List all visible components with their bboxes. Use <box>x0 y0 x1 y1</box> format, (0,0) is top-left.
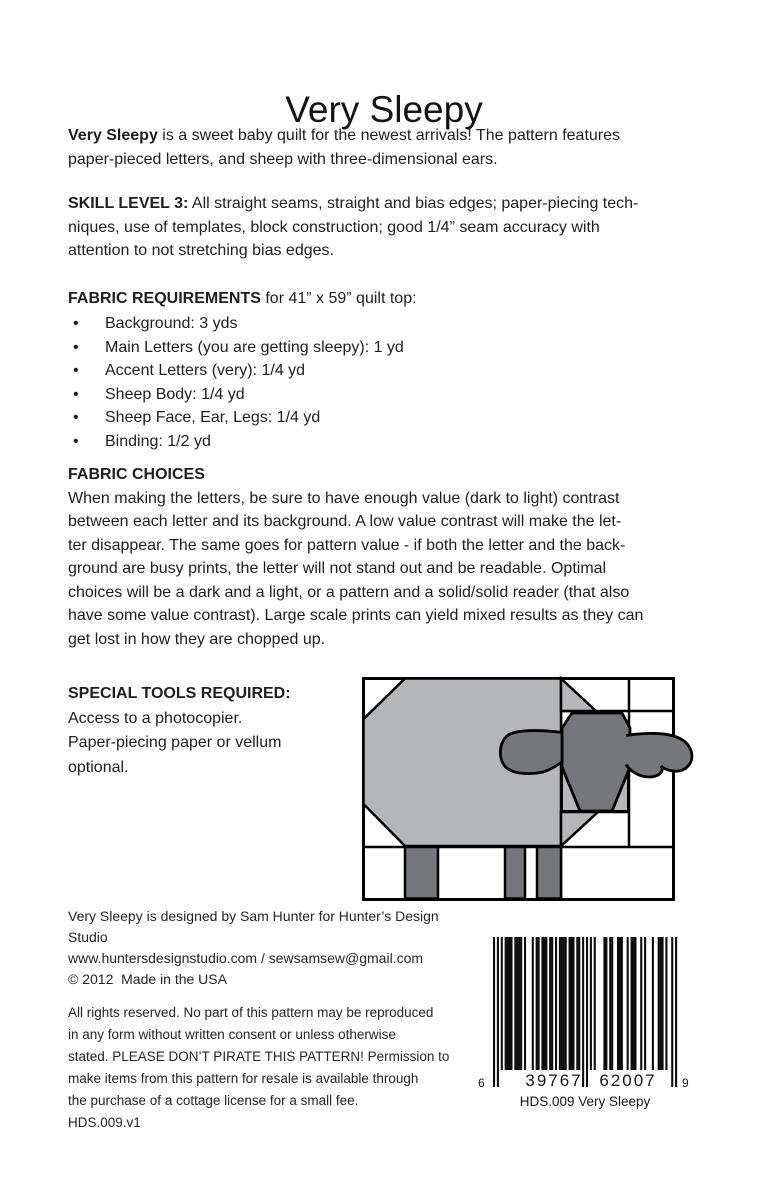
bullet-text: Sheep Body: 1/4 yd <box>105 385 245 403</box>
barcode-bar <box>611 937 613 1070</box>
text-line: © 2012 Made in the USA <box>68 971 227 987</box>
barcode-bar <box>501 937 503 1070</box>
text-line: FABRIC REQUIREMENTS for 41” x 59” quilt top: <box>68 290 417 307</box>
barcode-bar <box>518 937 520 1070</box>
barcode-bar <box>510 937 512 1070</box>
barcode-bar <box>565 937 567 1070</box>
barcode-bar <box>617 937 619 1070</box>
barcode-bar <box>505 937 507 1070</box>
legal-paragraph <box>68 1002 449 1134</box>
barcode-bar <box>590 937 592 1070</box>
barcode-bar <box>619 937 621 1070</box>
sheep-leg-back <box>405 847 438 899</box>
barcode-bar <box>632 937 634 1070</box>
fabric-requirements-heading <box>68 287 417 311</box>
barcode-bar <box>665 937 667 1070</box>
fabric-choices-paragraph <box>68 463 643 651</box>
intro-paragraph <box>68 124 620 171</box>
text-line: SPECIAL TOOLS REQUIRED: <box>68 685 291 702</box>
barcode-bar <box>493 937 495 1087</box>
barcode-bar <box>652 937 654 1070</box>
barcode-bar <box>559 937 561 1070</box>
bullet-item <box>68 336 404 360</box>
barcode-bar <box>634 937 636 1070</box>
barcode-bar <box>675 937 677 1087</box>
text-line: Very Sleepy is designed by Sam Hunter for Hunter’s Design <box>68 908 439 924</box>
barcode-bar <box>549 937 551 1070</box>
barcode-bar <box>508 937 510 1070</box>
barcode-bar <box>605 937 607 1070</box>
text-line: the purchase of a cottage license for a small fee. <box>68 1093 359 1108</box>
sheep-ear-right <box>626 733 692 777</box>
sheep-ear-left <box>500 731 562 774</box>
barcode-bar <box>516 937 518 1070</box>
barcode-bar <box>536 937 538 1070</box>
barcode-label: HDS.009 Very Sleepy <box>519 1094 651 1109</box>
bullet-text: Main Letters (you are getting sleepy): 1 yd <box>105 338 404 356</box>
bullet-icon: • <box>73 385 79 403</box>
text-line: Very Sleepy is a sweet baby quilt for the newest arrivals! The pattern features <box>68 127 621 144</box>
text-line: Access to a photocopier. <box>68 709 243 727</box>
barcode-bar <box>545 937 547 1070</box>
barcode-bar <box>627 937 629 1070</box>
bullet-item <box>68 406 404 430</box>
barcode-bar <box>644 937 646 1070</box>
text-line: have some value contrast). Large scale prints can yield mixed results as they can <box>68 607 644 624</box>
barcode-group2: 62007 <box>599 1071 657 1090</box>
bullet-text: Sheep Face, Ear, Legs: 1/4 yd <box>105 409 321 427</box>
barcode-bar <box>532 937 534 1070</box>
barcode-bar <box>497 937 499 1087</box>
barcode-bar <box>555 937 557 1070</box>
text-line: between each letter and its background. A low value contrast will make the let- <box>68 513 622 530</box>
barcode-bar <box>631 937 633 1070</box>
bullet-text: Binding: 1/2 yd <box>105 432 211 450</box>
text-line: Studio <box>68 929 108 945</box>
barcode-bar <box>563 937 565 1070</box>
credits-paragraph <box>68 906 439 990</box>
text-line: attention to not stretching bias edges. <box>68 242 334 259</box>
text-line: in any form without written consent or unless otherwise <box>68 1027 396 1042</box>
page-title: Very Sleepy <box>285 88 483 130</box>
text-line: www.huntersdesignstudio.com / sewsamsew@gmail.com <box>68 950 424 966</box>
barcode-bar <box>621 937 623 1070</box>
barcode-bar <box>582 937 584 1087</box>
barcode-group1: 39767 <box>525 1071 583 1090</box>
text-line: stated. PLEASE DON’T PIRATE THIS PATTERN! Permission to <box>68 1049 450 1064</box>
barcode <box>470 935 692 1111</box>
barcode-bar <box>586 937 588 1087</box>
barcode-bar <box>576 937 578 1070</box>
barcode-bar <box>660 937 662 1070</box>
bullet-text: Accent Letters (very): 1/4 yd <box>105 362 306 380</box>
barcode-bar <box>570 937 572 1070</box>
text-line: choices will be a dark and a light, or a pattern and a solid/solid reader (that also <box>68 583 630 601</box>
sheep-leg-front <box>537 847 561 899</box>
barcode-bar <box>658 937 660 1070</box>
barcode-bar <box>609 937 611 1070</box>
special-tools-paragraph <box>68 682 291 780</box>
sheep-leg-middle <box>505 847 525 899</box>
text-line: niques, use of templates, block construction; good 1/4” seam accuracy with <box>68 218 600 236</box>
barcode-bar <box>662 937 664 1070</box>
barcode-bar <box>569 937 571 1070</box>
text-line: paper-pieced letters, and sheep with three-dimensional ears. <box>68 150 498 168</box>
barcode-bar <box>538 937 540 1070</box>
bullet-icon: • <box>73 315 79 332</box>
text-line: All rights reserved. No part of this pattern may be reproduced <box>68 1005 434 1020</box>
bullet-icon: • <box>73 338 79 356</box>
text-line: HDS.009.v1 <box>68 1115 141 1130</box>
bullet-icon: • <box>73 409 79 427</box>
text-line: ground are busy prints, the letter will not stand out and be readable. Optimal <box>68 560 607 577</box>
barcode-bar <box>541 937 543 1070</box>
sheep-block-svg <box>362 677 702 902</box>
fabric-requirements-list <box>68 312 404 454</box>
barcode-bar <box>594 937 596 1070</box>
text-line: get lost in how they are chopped up. <box>68 630 326 648</box>
bullet-text: Background: 3 yds <box>105 315 238 332</box>
barcode-bars <box>493 937 677 1087</box>
bullet-item <box>68 359 404 383</box>
bullet-icon: • <box>73 362 79 380</box>
barcode-bar <box>520 937 522 1070</box>
barcode-left-digit: 6 <box>478 1076 485 1090</box>
text-line: When making the letters, be sure to have enough value (dark to light) contrast <box>68 489 620 507</box>
barcode-bar <box>671 937 673 1087</box>
barcode-right-digit: 9 <box>682 1076 689 1090</box>
barcode-bar <box>551 937 553 1070</box>
barcode-bar <box>524 937 526 1070</box>
barcode-bar <box>507 937 509 1070</box>
text-line: optional. <box>68 758 129 776</box>
bullet-item <box>68 430 404 454</box>
bullet-item <box>68 312 404 336</box>
text-line: FABRIC CHOICES <box>68 466 205 483</box>
bullet-icon: • <box>73 432 79 450</box>
barcode-bar <box>572 937 574 1070</box>
barcode-bar <box>640 937 642 1070</box>
barcode-bar <box>603 937 605 1070</box>
text-line: Paper-piecing paper or vellum <box>68 734 282 751</box>
barcode-svg <box>470 935 692 1111</box>
text-line: make items from this pattern for resale is available through <box>68 1071 419 1086</box>
barcode-bar <box>561 937 563 1070</box>
skill-level-paragraph <box>68 192 638 263</box>
sheep-block-diagram <box>362 677 702 902</box>
text-line: ter disappear. The same goes for pattern value - if both the letter and the back- <box>68 536 626 554</box>
barcode-bar <box>514 937 516 1070</box>
barcode-bar <box>543 937 545 1070</box>
text-line: SKILL LEVEL 3: All straight seams, straight and bias edges; paper-piecing tech- <box>68 195 639 212</box>
barcode-bar <box>578 937 580 1070</box>
bullet-item <box>68 383 404 407</box>
